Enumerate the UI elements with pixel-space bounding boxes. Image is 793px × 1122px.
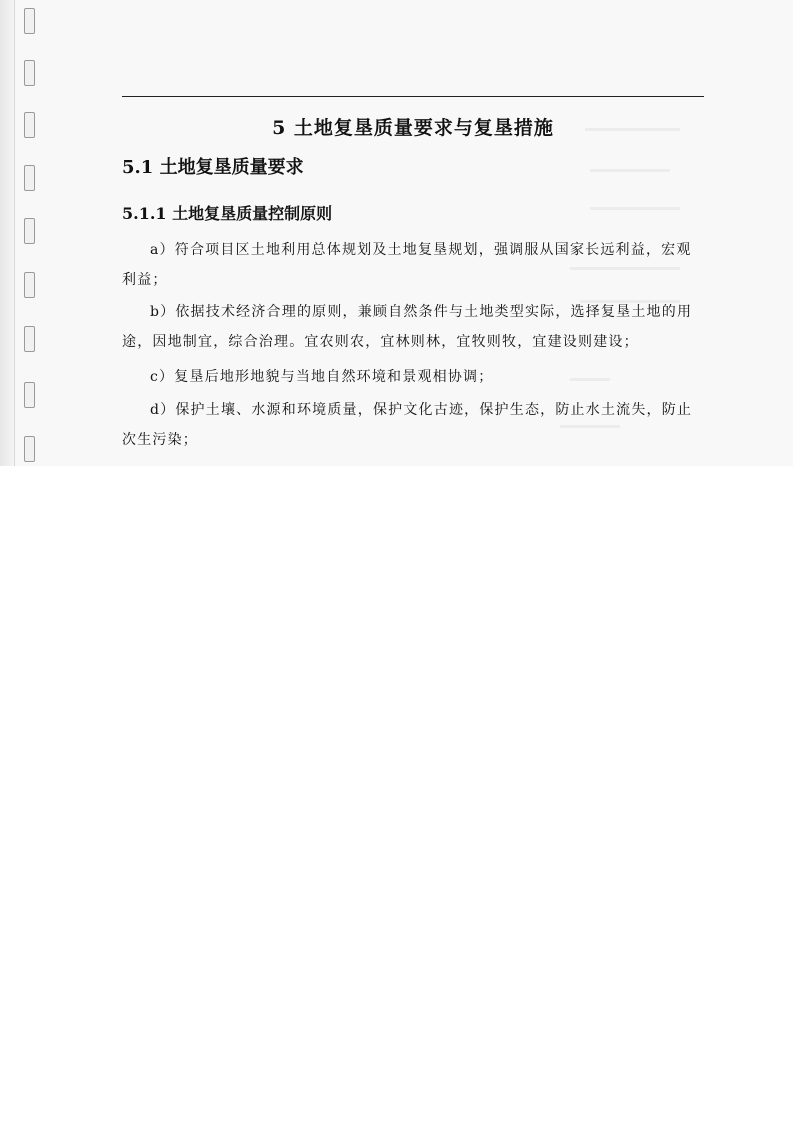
binding-hole xyxy=(24,60,35,86)
bleed-through-mark xyxy=(590,207,680,210)
binding-strip xyxy=(0,0,14,466)
principle-b-paragraph: b）依据技术经济合理的原则，兼顾自然条件与土地类型实际，选择复垦土地的用途，因地制宜，综合治理。宜农则农，宜林则林，宜牧则牧，宜建设则建设； xyxy=(122,304,693,350)
header-rule xyxy=(122,96,704,97)
scanned-page xyxy=(0,0,793,466)
section-title: 5.1 土地复垦质量要求 xyxy=(122,157,304,178)
subsection-title: 5.1.1 土地复垦质量控制原则 xyxy=(122,204,333,223)
binding-hole xyxy=(24,326,35,352)
binding-hole xyxy=(24,272,35,298)
principle-c-paragraph: c）复垦后地形地貌与当地自然环境和景观相协调； xyxy=(150,369,494,385)
principle-d-paragraph: d）保护土壤、水源和环境质量，保护文化古迹，保护生态，防止水土流失，防止次生污染； xyxy=(122,402,693,448)
binding-hole xyxy=(24,8,35,34)
bleed-through-mark xyxy=(590,169,670,172)
principle-a-paragraph: a）符合项目区土地利用总体规划及土地复垦规划，强调服从国家长远利益，宏观利益； xyxy=(122,242,692,288)
binding-hole xyxy=(24,165,35,191)
binding-hole xyxy=(24,436,35,462)
binding-hole xyxy=(24,112,35,138)
binding-hole xyxy=(24,218,35,244)
binding-hole xyxy=(24,382,35,408)
chapter-title: 5 土地复垦质量要求与复垦措施 xyxy=(272,117,554,139)
truncated-next-line xyxy=(150,462,520,466)
binding-edge xyxy=(14,0,15,466)
